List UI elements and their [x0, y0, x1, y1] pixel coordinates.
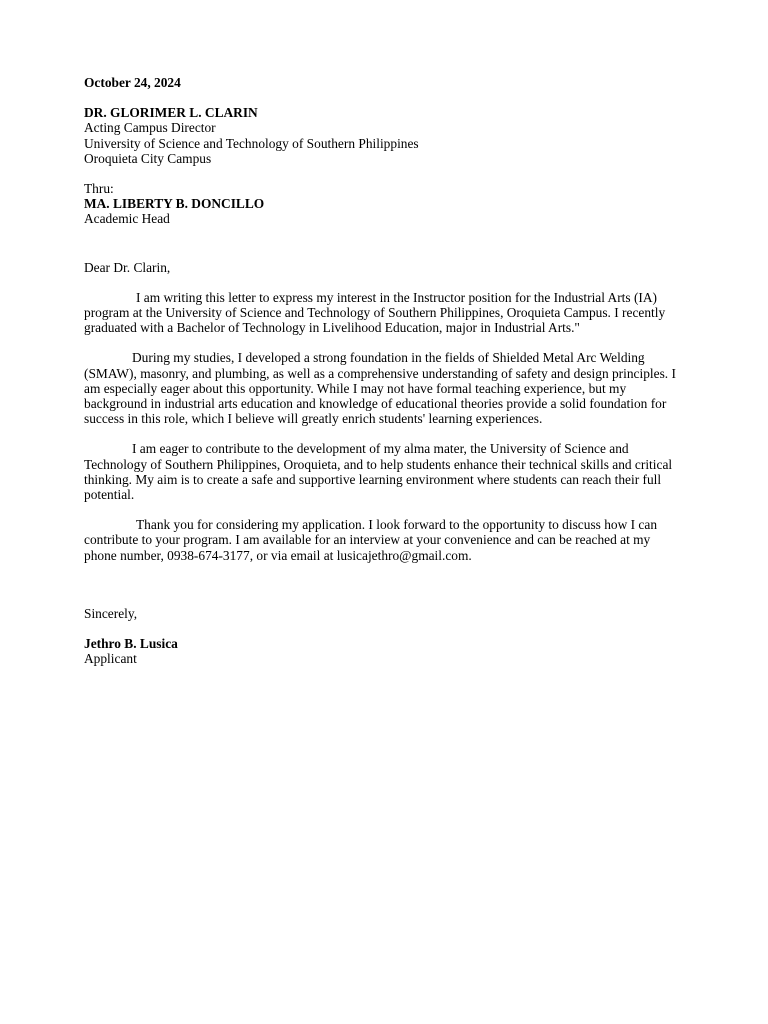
thru-label: Thru: [84, 181, 114, 197]
letter-date: October 24, 2024 [84, 75, 181, 90]
recipient-campus: Oroquieta City Campus [84, 150, 212, 166]
letter-page [84, 75, 684, 666]
body-paragraph-3 [84, 441, 684, 502]
thru-block [84, 181, 684, 227]
recipient-title: Acting Campus Director [84, 120, 216, 136]
paragraph-text: I am writing this letter to express my interest in the Instructor position for the Industrial Arts (IA) program at the University of Science and Technology of Southern Philippines, Oroquieta Campus. I recently graduated with a Bachelor of Technology in Livelihood Education, major in Industrial Arts." [84, 289, 666, 336]
body-paragraph-4 [84, 517, 684, 563]
closing: Sincerely, [84, 605, 138, 621]
signature-title: Applicant [84, 651, 137, 667]
signature-block [84, 636, 684, 666]
thru-name: MA. LIBERTY B. DONCILLO [84, 196, 265, 212]
paragraph-text: I am eager to contribute to the development of my alma mater, the University of Science and Technology of Southern Philippines, Oroquieta, and to help students enhance their technical skills and critical thinking. My aim is to create a safe and supportive learning environment where students can reach their full potential. [84, 441, 673, 503]
recipient-name: DR. GLORIMER L. CLARIN [84, 105, 258, 121]
recipient-institution: University of Science and Technology of Southern Philippines [84, 135, 419, 151]
salutation: Dear Dr. Clarin, [84, 259, 171, 275]
body-paragraph-2 [84, 350, 684, 426]
paragraph-text: Thank you for considering my application. I look forward to the opportunity to discuss how I can contribute to your program. I am available for an interview at your convenience and can be reached at my phone number, 0938-674-3177, or via email at lusicajethro@gmail.com. [84, 517, 658, 563]
body-paragraph-1 [84, 290, 684, 336]
signature-name: Jethro B. Lusica [84, 636, 178, 652]
recipient-block [84, 105, 684, 166]
paragraph-text: During my studies, I developed a strong foundation in the fields of Shielded Metal Arc Welding (SMAW), masonry, and plumbing, as well as a comprehensive understanding of safety and design principles. I am especially eager about this opportunity. While I may not have formal teaching experience, but my background in industrial arts education and knowledge of educational theories provide a solid foundation for success in this role, which I believe will greatly enrich students' learning experiences. [84, 350, 676, 427]
thru-title: Academic Head [84, 211, 170, 227]
